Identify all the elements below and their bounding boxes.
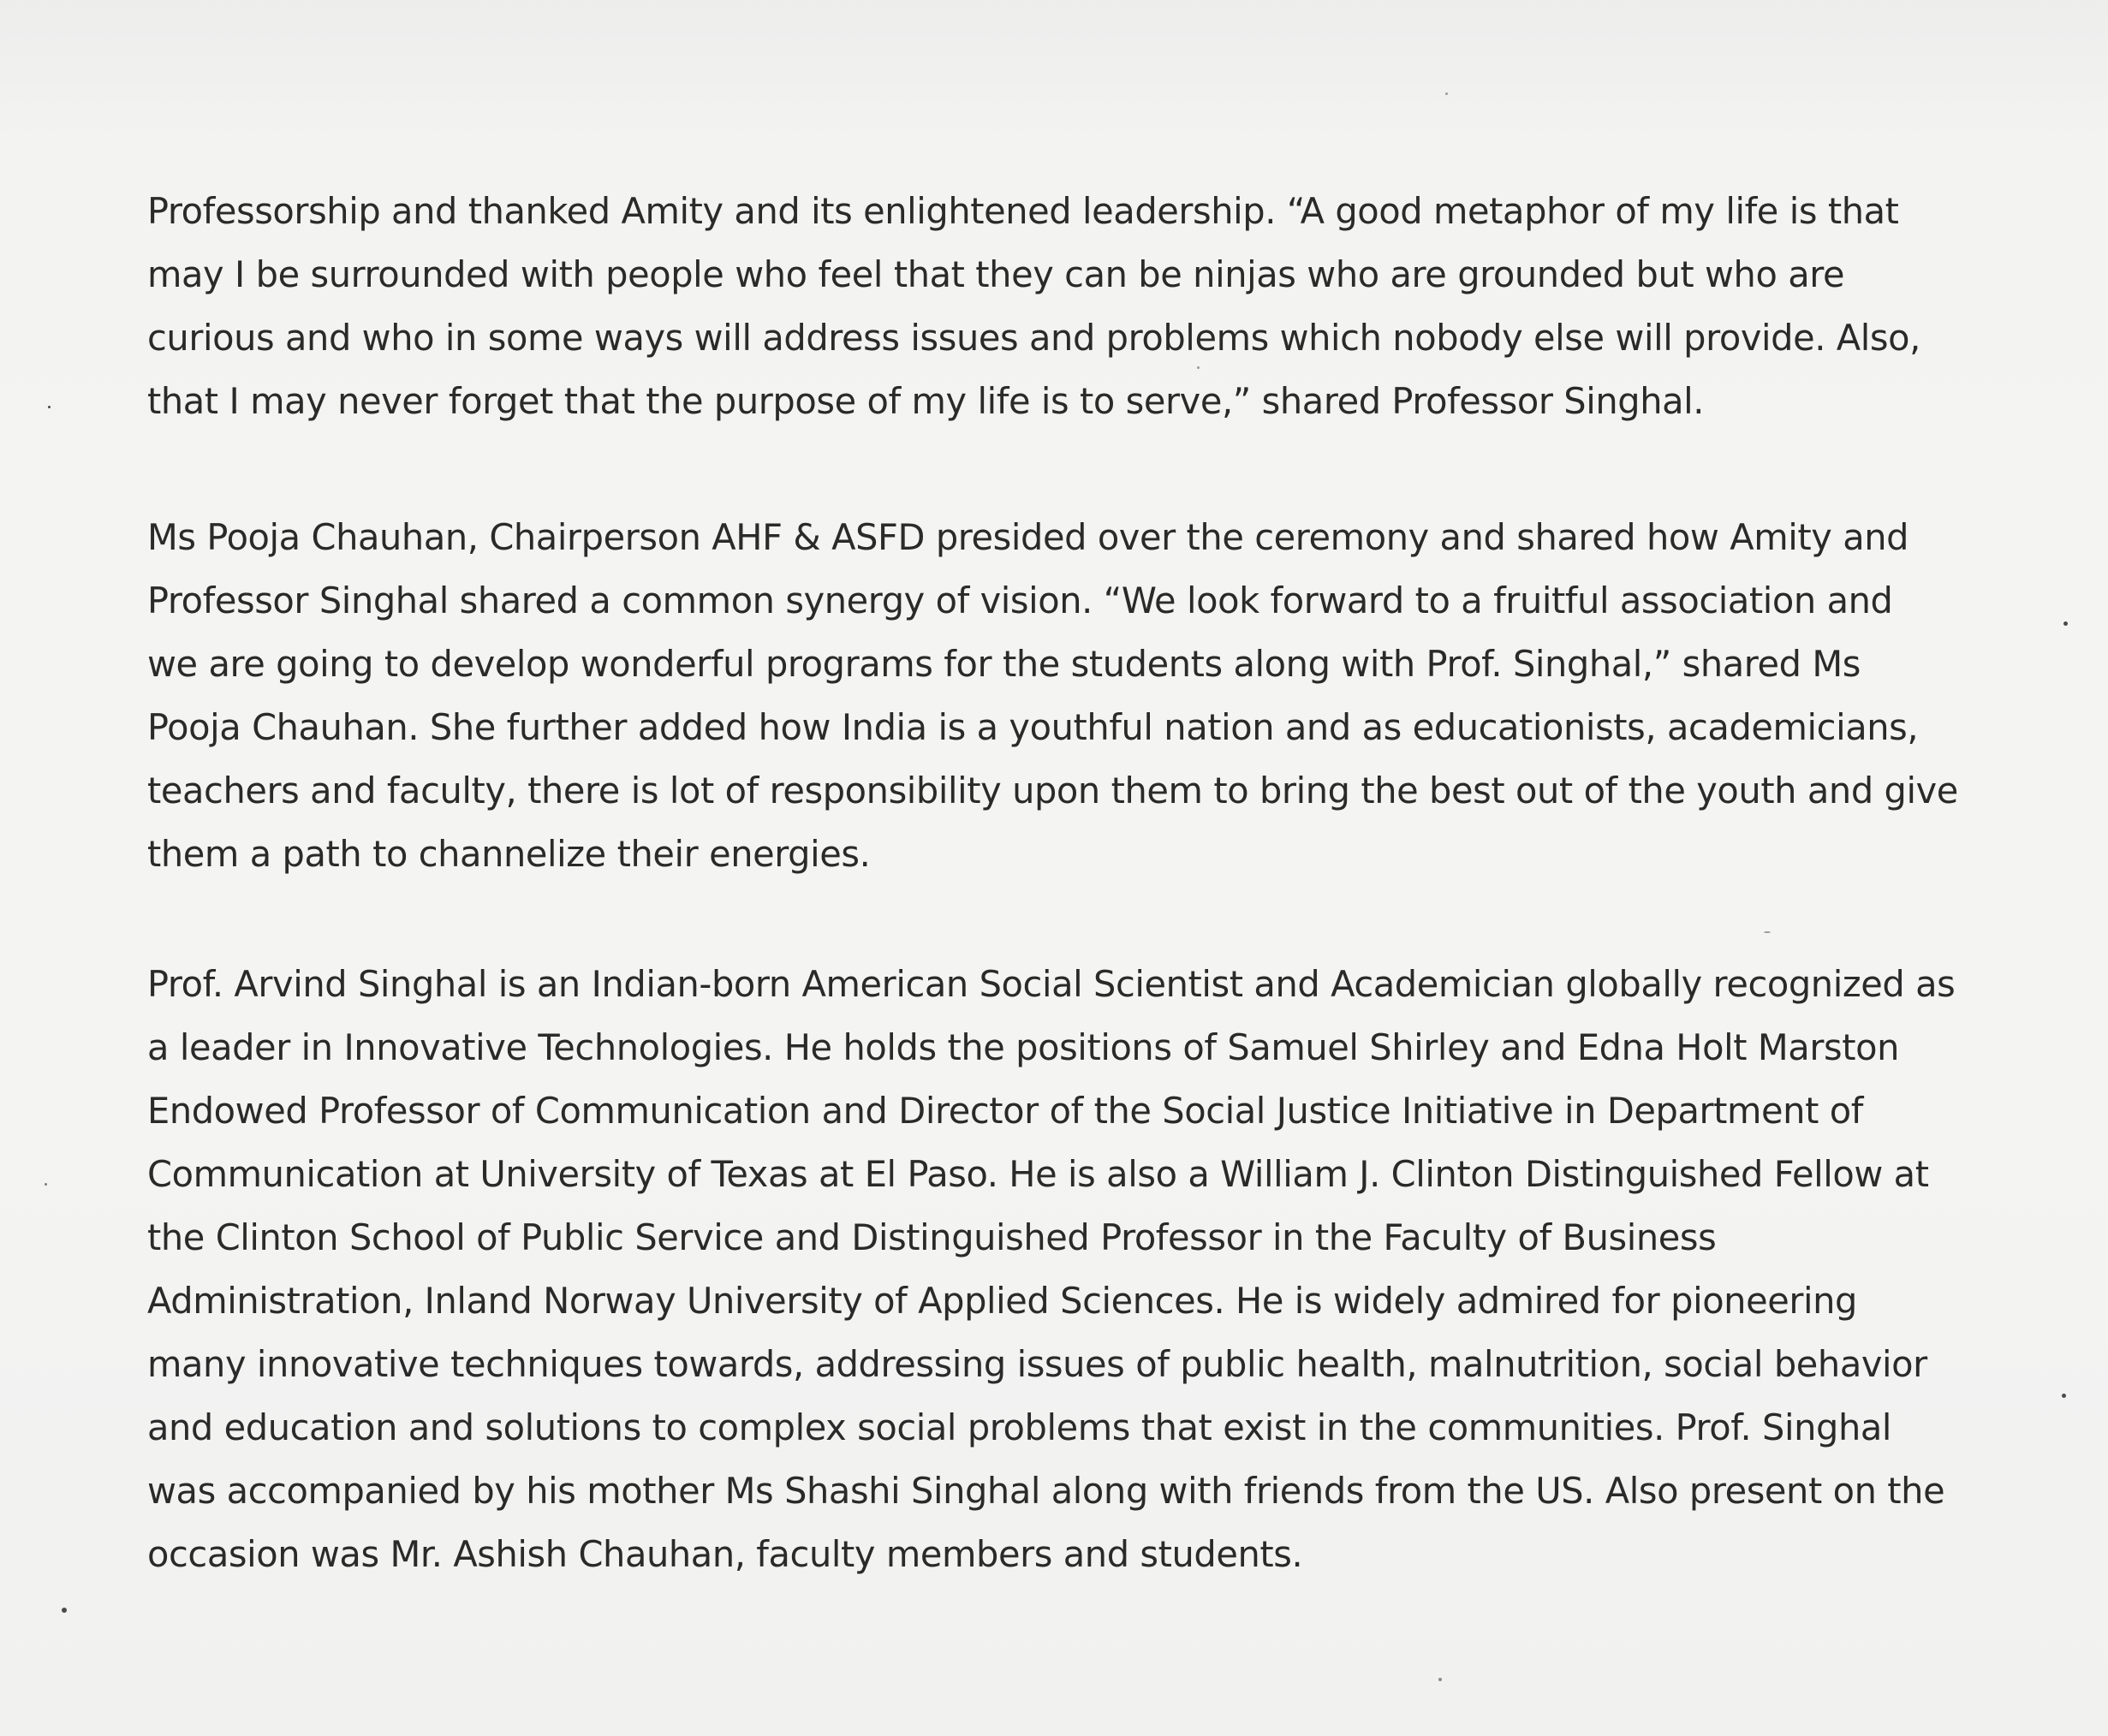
scan-speck <box>1438 1678 1442 1681</box>
paragraph-3 <box>147 953 1980 1586</box>
paragraph-line: a leader in Innovative Technologies. He holds the positions of Samuel Shirley and Edna Holt Marston <box>147 1026 1899 1068</box>
paragraph-line: curious and who in some ways will address issues and problems which nobody else will provide. Also, <box>147 317 1920 359</box>
paragraph-line: Ms Pooja Chauhan, Chairperson AHF & ASFD presided over the ceremony and shared how Amity and <box>147 516 1909 558</box>
scan-speck <box>2062 1394 2066 1398</box>
paragraph-1 <box>147 180 1980 433</box>
scan-speck <box>48 406 51 408</box>
paragraph-line: Administration, Inland Norway University of Applied Sciences. He is widely admired for pioneering <box>147 1280 1857 1322</box>
paragraph-2 <box>147 506 1980 886</box>
scan-speck <box>45 1183 47 1186</box>
paragraph-line: the Clinton School of Public Service and Distinguished Professor in the Faculty of Business <box>147 1216 1717 1258</box>
paragraph-line: Pooja Chauhan. She further added how India is a youthful nation and as educationists, academicians, <box>147 706 1919 748</box>
scan-speck <box>1445 92 1448 95</box>
paragraph-line: Communication at University of Texas at El Paso. He is also a William J. Clinton Distinguished Fellow at <box>147 1153 1929 1195</box>
paragraph-line: many innovative techniques towards, addressing issues of public health, malnutrition, social behavior <box>147 1343 1927 1385</box>
paragraph-line: may I be surrounded with people who feel that they can be ninjas who are grounded but who are <box>147 253 1845 295</box>
paragraph-line: teachers and faculty, there is lot of responsibility upon them to bring the best out of the youth and give <box>147 770 1958 812</box>
scan-speck <box>2063 621 2068 626</box>
paragraph-line: Professor Singhal shared a common synergy of vision. “We look forward to a fruitful association and <box>147 580 1893 621</box>
scan-speck <box>1764 931 1771 933</box>
scan-speck <box>1197 366 1200 369</box>
paragraph-line: occasion was Mr. Ashish Chauhan, faculty members and students. <box>147 1533 1303 1575</box>
paragraph-line: and education and solutions to complex social problems that exist in the communities. Prof. Singhal <box>147 1406 1892 1448</box>
paragraph-line: that I may never forget that the purpose of my life is to serve,” shared Professor Singhal. <box>147 380 1705 422</box>
paragraph-line: we are going to develop wonderful programs for the students along with Prof. Singhal,” shared Ms <box>147 643 1861 685</box>
scan-speck <box>62 1608 67 1613</box>
paragraph-line: Prof. Arvind Singhal is an Indian-born American Social Scientist and Academician globally recognized as <box>147 963 1956 1005</box>
paragraph-line: was accompanied by his mother Ms Shashi Singhal along with friends from the US. Also present on the <box>147 1470 1945 1512</box>
paragraph-line: Endowed Professor of Communication and Director of the Social Justice Initiative in Department of <box>147 1090 1863 1132</box>
paragraph-line: Professorship and thanked Amity and its enlightened leadership. “A good metaphor of my life is that <box>147 190 1899 232</box>
paragraph-line: them a path to channelize their energies. <box>147 833 871 875</box>
